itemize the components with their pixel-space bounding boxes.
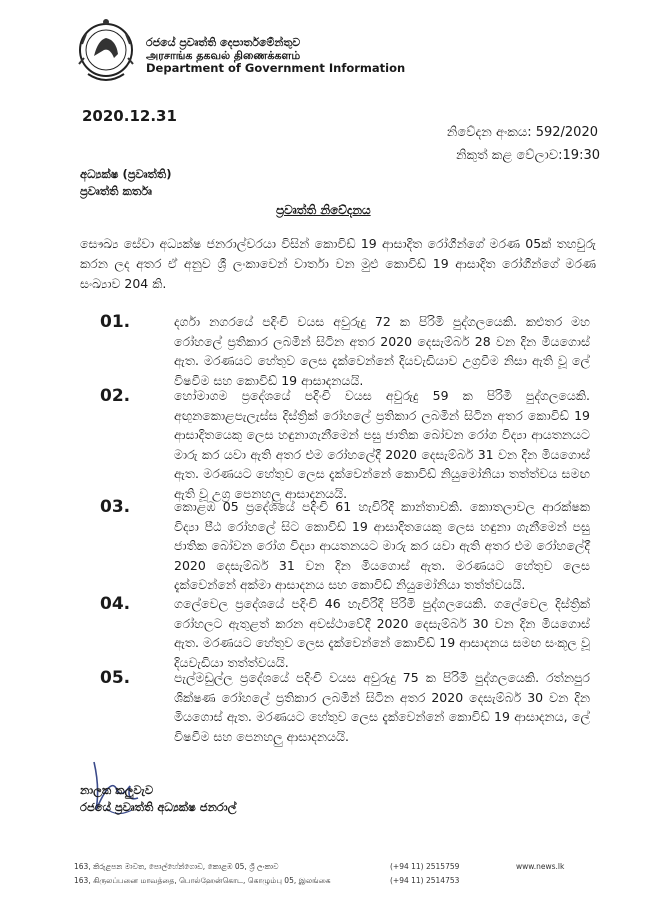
footer-address-tamil: 163, கிருலப்பனை மாவத்தை, பொல்ஹேன்கொட, கொழும்பு 05, இலங்கை [74, 876, 331, 885]
item-number: 05. [100, 668, 131, 688]
signatory-title: රජයේ ප්‍රවෘත්ති අධ්‍යක්ෂ ජනරාල් [80, 800, 237, 814]
list-item [100, 312, 590, 390]
list-item [100, 668, 590, 746]
dept-name-tamil: அரசாங்க தகவல் திணைக்களம் [146, 49, 301, 62]
footer-website: www.news.lk [516, 862, 565, 871]
release-date: 2020.12.31 [82, 107, 177, 125]
item-text: හෝමාගම ප්‍රදේශයේ පදිංචි වයස අවුරුදු 59 ක පිරිමි පුද්ගලයෙකි. අඟුනකොළපැලැස්ස දිස්ත්‍රික් රෝහලේ ප්‍රතිකාර ලබමින් සිටින අතර කොවිඩ් 19 ආසාදිතයෙකු ලෙස හඳුනාගැනීමෙන් පසු ජාතික බෝවන රෝග විද්‍යා ආයතනයට මාරු කර යවා ඇති අතර එම රෝහලේදී 2020 දෙසැම්බර් 31 වන දින මියගොස් ඇත. මරණයට හේතුව ලෙස දැක්වෙන්නේ කොවිඩ් නියුමෝනියා තත්ත්වය සමඟ ඇති වූ උග්‍ර පෙනහලු ආසාදනයයි. [174, 388, 590, 501]
item-text: දර්ගා නගරයේ පදිංචි වයස අවුරුදු 72 ක පිරිමි පුද්ගලයෙකි. කළුතර මහ රෝහලේ ප්‍රතිකාර ලබමින් සිටින අතර 2020 දෙසැම්බර් 28 වන දින මියගොස් ඇත. මරණයට හේතුව ලෙස දැක්වෙන්නේ දියවැඩියාව උග්‍රවීම නිසා ඇති වූ ලේ විෂවීම සහ කොවිඩ් 19 ආසාදනයයි. [174, 314, 590, 388]
item-text: කොළඹ 05 ප්‍රදේශයේ පදිංචි 61 හැවිරිදි කාන්තාවකි. කොතලාවල ආරක්ෂක විද්‍යා පීඨ රෝහලේ සිට කොවිඩ් 19 ආසාදිතයෙකු ලෙස හඳුනා ගැනීමෙන් පසු ජාතික බෝවන රෝග විද්‍යා ආයතනයට මාරු කර යවා ඇති අතර එම රෝහලේදී 2020 දෙසැම්බර් 31 වන දින මියගොස් ඇත. මරණයට හේතුව ලෙස දැක්වෙන්නේ අක්මා ආසාදනය සහ කොවිඩ් නියුමෝනියා තත්ත්වයයි. [174, 499, 590, 592]
dept-name-sinhala: රජයේ ප්‍රවෘත්ති දෙපාර්තමේන්තුව [146, 36, 301, 49]
recipient-director: අධ්‍යක්ෂ (ප්‍රවෘත්ති) [80, 167, 172, 181]
government-emblem-icon [76, 14, 136, 94]
item-number: 03. [100, 497, 131, 517]
item-number: 02. [100, 386, 131, 406]
dept-name-english: Department of Government Information [146, 61, 406, 75]
item-text: පැල්මඩුල්ල ප්‍රදේශයේ පදිංචි වයස අවුරුදු 75 ක පිරිමි පුද්ගලයෙකි. රත්නපුර ශික්ෂණ රෝහලේ ප්‍රතිකාර ලබමින් සිටින අතර 2020 දෙසැම්බර් 30 වන දින මියගොස් ඇත. මරණයට හේතුව ලෙස දැක්වෙන්නේ කොවිඩ් 19 ආසාදනය, ලේ විෂවීම සහ පෙනහලු ආසාදනයයි. [174, 670, 590, 744]
item-number: 04. [100, 594, 131, 614]
department-header [146, 36, 405, 75]
list-item [100, 497, 590, 595]
footer-address-sinhala: 163, කිරුළපන මාවත, පොල්හේන්ගොඩ, කොළඹ 05, ශ්‍රී ලංකාව [74, 862, 279, 871]
page-title: ප්‍රවෘත්ති නිවේදනය [276, 203, 371, 217]
footer-fax: (+94 11) 2514753 [390, 876, 460, 885]
item-number: 01. [100, 312, 131, 332]
signatory-name: නාලක කලුවැව [80, 783, 154, 797]
notice-number: නිවේදන අංකය: 592/2020 [446, 125, 598, 140]
footer-phone: (+94 11) 2515759 [390, 862, 460, 871]
intro-paragraph: සෞඛ්‍ය සේවා අධ්‍යක්ෂ ජනරාල්වරයා විසින් කොවිඩ් 19 ආසාදිත රෝගීන්ගේ මරණ 05ක් තහවුරු කරන ලද අතර ඒ අනුව ශ්‍රී ලංකාවෙන් වාර්තා වන මුළු කොවිඩ් 19 ආසාදිත රෝගීන්ගේ මරණ සංඛ්‍යාව 204 කි. [80, 236, 596, 291]
issue-time: නිකුත් කළ වේලාව:19:30 [456, 148, 600, 163]
footer-address [74, 860, 331, 888]
footer-phones [390, 860, 459, 888]
list-item [100, 386, 590, 503]
list-item [100, 594, 590, 672]
item-text: ගලේවෙල ප්‍රදේශයේ පදිංචි 46 හැවිරිදි පිරිමි පුද්ගලයෙකි. ගලේවෙල දිස්ත්‍රික් රෝහලට ඇතුළත් කරන අවස්ථාවේදී 2020 දෙසැම්බර් 30 වන දින මියගොස් ඇත. මරණයට හේතුව ලෙස දැක්වෙන්නේ කොවිඩ් 19 ආසාදනය සමඟ සංකූල වූ දියවැඩියා තත්ත්වයයි. [174, 596, 590, 670]
recipient-editor: ප්‍රවෘත්ති කර්තෘ [80, 184, 152, 198]
